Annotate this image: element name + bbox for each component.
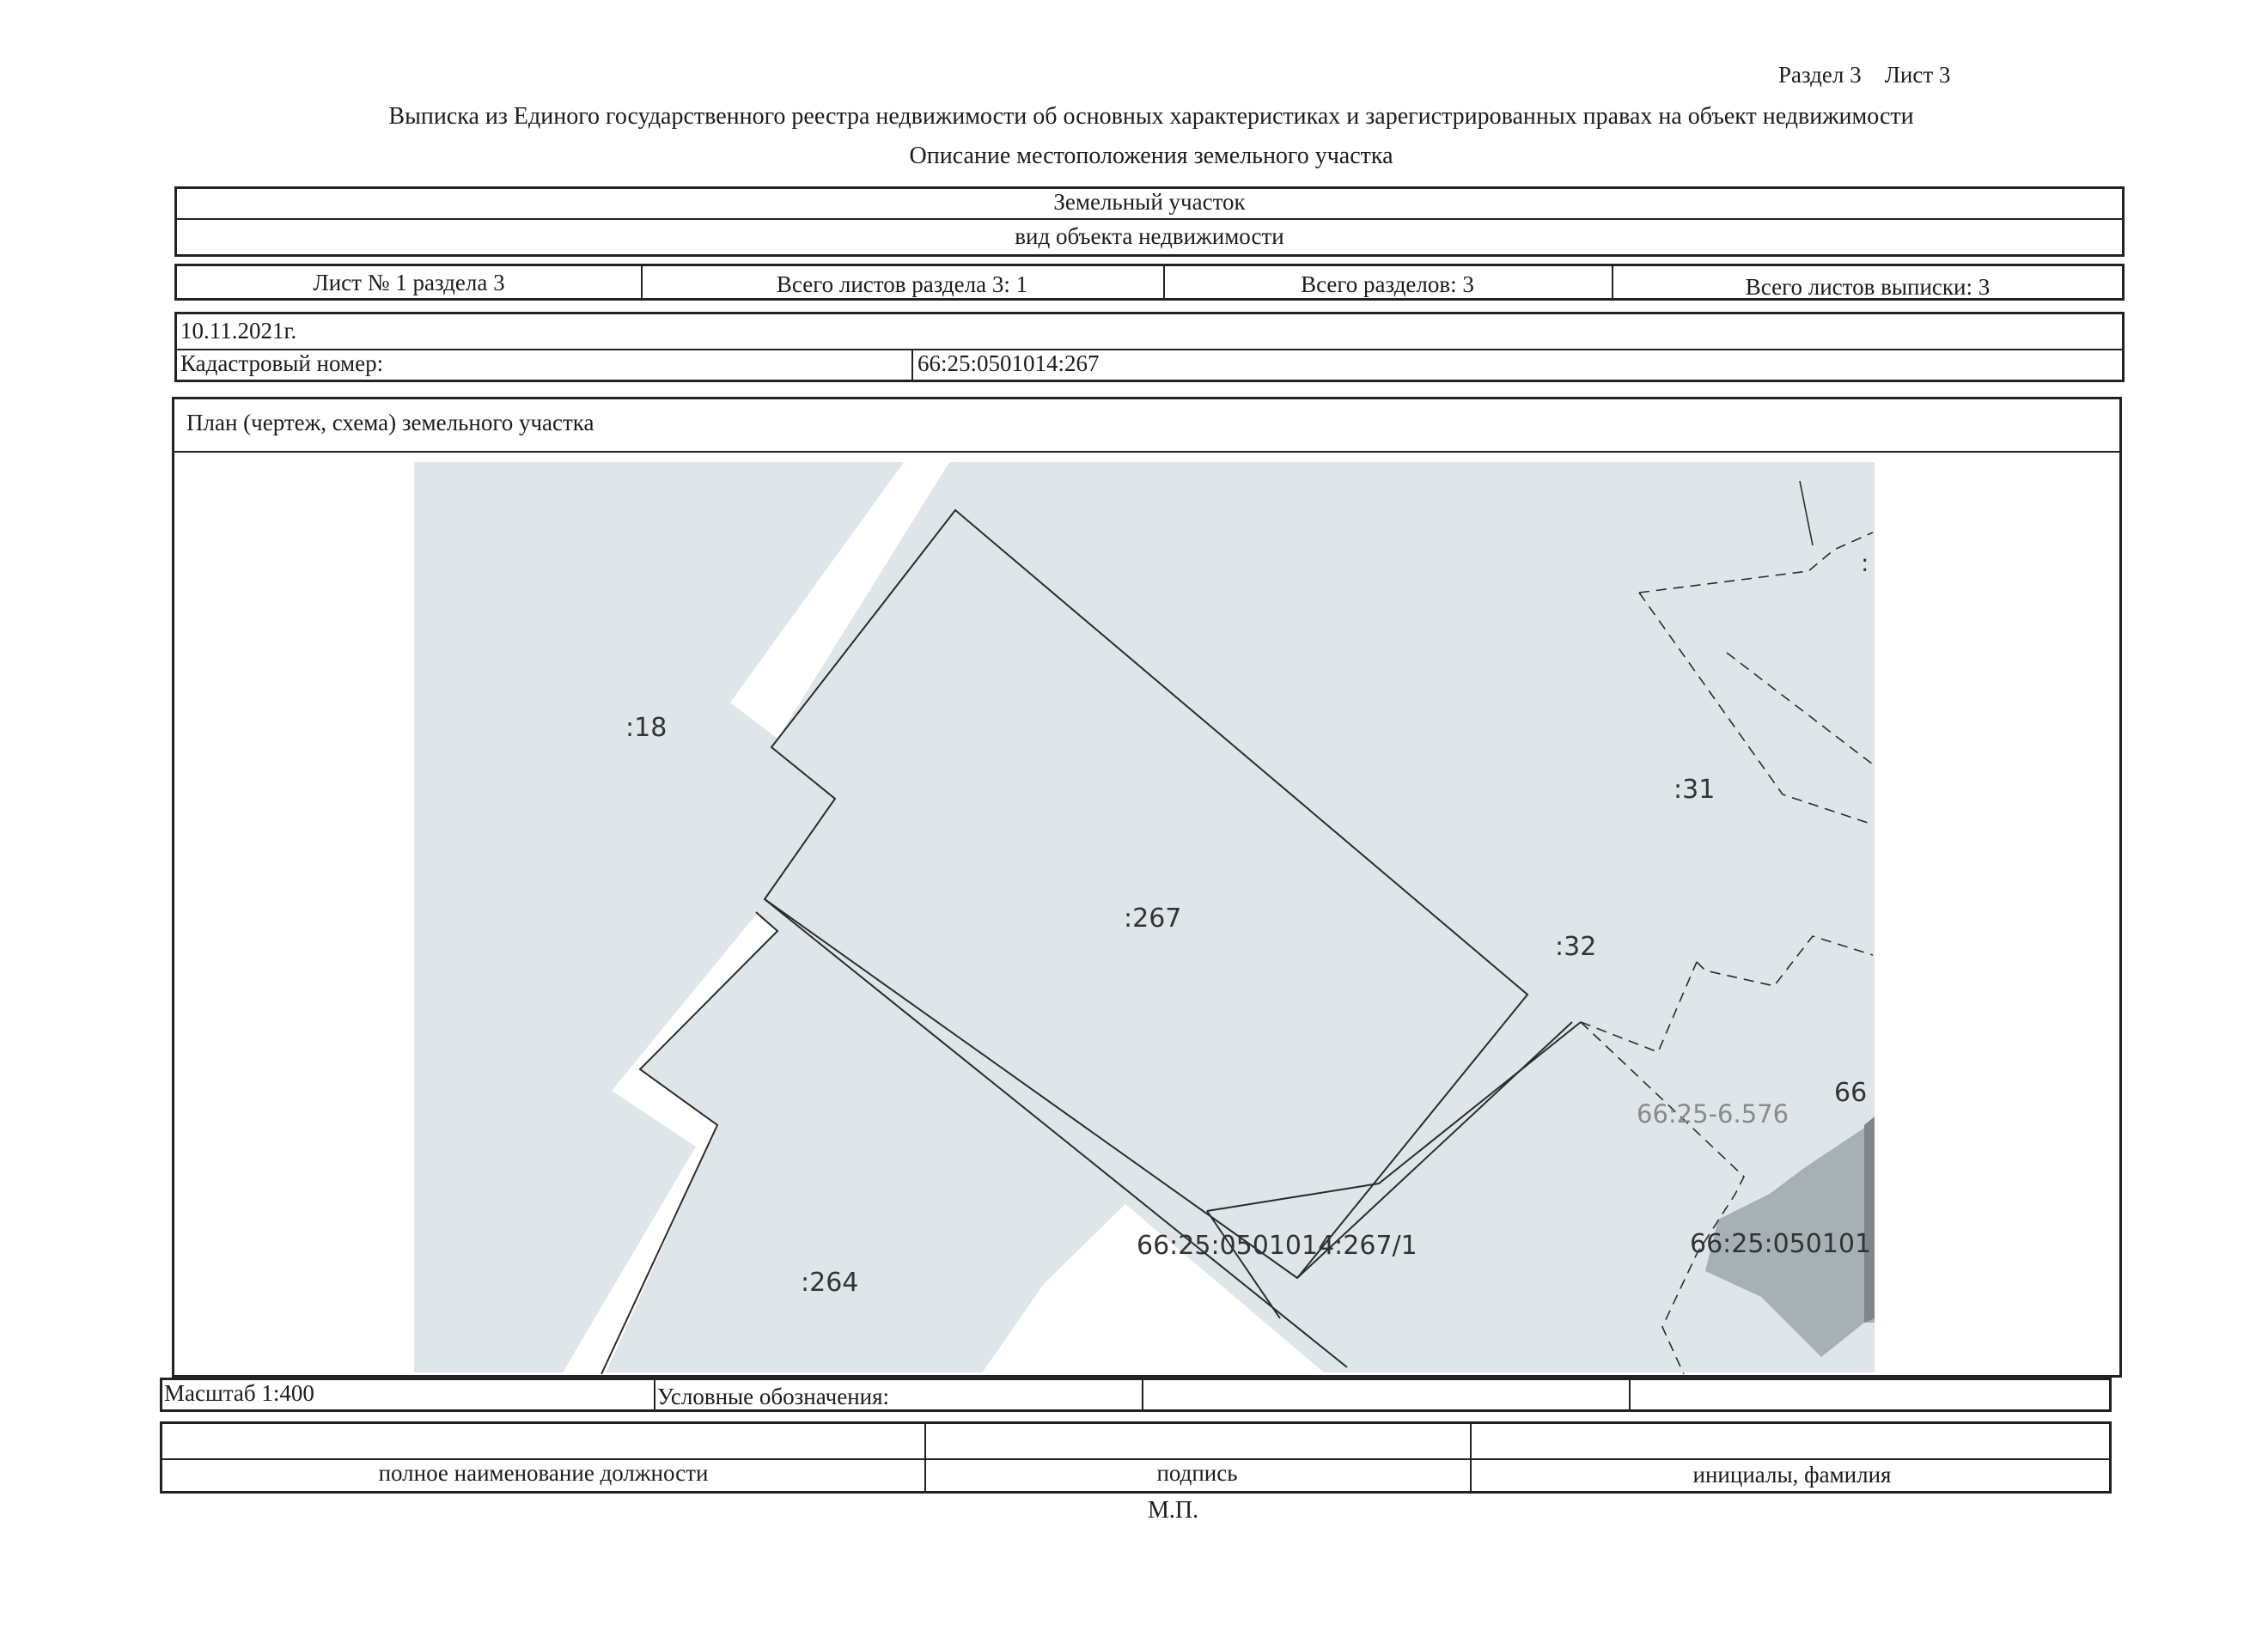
label-neighbor: 66:25:050101 (1690, 1229, 1872, 1259)
plan-caption: План (чертеж, схема) земельного участка (186, 410, 594, 435)
total-sections: Всего разделов: 3 (1301, 271, 1474, 297)
scale-label: Масштаб 1:400 (164, 1380, 314, 1406)
legend-label: Условные обозначения: (657, 1384, 890, 1409)
label-edge-mark: : (1861, 549, 1869, 577)
label-267: :267 (1124, 904, 1182, 934)
record-date: 10.11.2021г. (180, 318, 297, 344)
document-subtitle: Описание местоположения земельного участка (909, 143, 1393, 169)
building-fill-dark (1864, 1117, 1875, 1323)
signature-row (160, 1421, 2112, 1494)
label-zone-partial: 66 (1834, 1078, 1868, 1108)
label-32: :32 (1555, 932, 1597, 962)
scale-legend-row (160, 1378, 2112, 1412)
object-type-value: Земельный участок (1053, 189, 1246, 215)
total-sheets-section: Всего листов раздела 3: 1 (776, 271, 1028, 297)
object-type-caption: вид объекта недвижимости (1015, 223, 1284, 249)
name-caption: инициалы, фамилия (1692, 1462, 1892, 1488)
document-title: Выписка из Единого государственного реестра недвижимости об основных характеристиках и зарегистрированных правах на объект недвижимости (388, 103, 1914, 130)
label-sub-parcel: 66:25:0501014:267/1 (1137, 1231, 1418, 1261)
position-caption: полное наименование должности (378, 1460, 709, 1486)
label-31: :31 (1674, 775, 1716, 805)
signature-caption: подпись (1156, 1460, 1238, 1486)
cadastral-label: Кадастровый номер: (180, 350, 384, 376)
label-18: :18 (625, 713, 668, 743)
sheet-number: Лист № 1 раздела 3 (313, 270, 505, 295)
cadastral-number: 66:25:0501014:267 (918, 350, 1100, 376)
section-sheet-label: Раздел 3 Лист 3 (1778, 62, 1951, 88)
label-264: :264 (801, 1268, 859, 1298)
total-sheets-extract: Всего листов выписки: 3 (1745, 274, 1991, 300)
label-zone: 66:25-6.576 (1637, 1099, 1789, 1129)
stamp-mark: М.П. (1148, 1497, 1199, 1524)
